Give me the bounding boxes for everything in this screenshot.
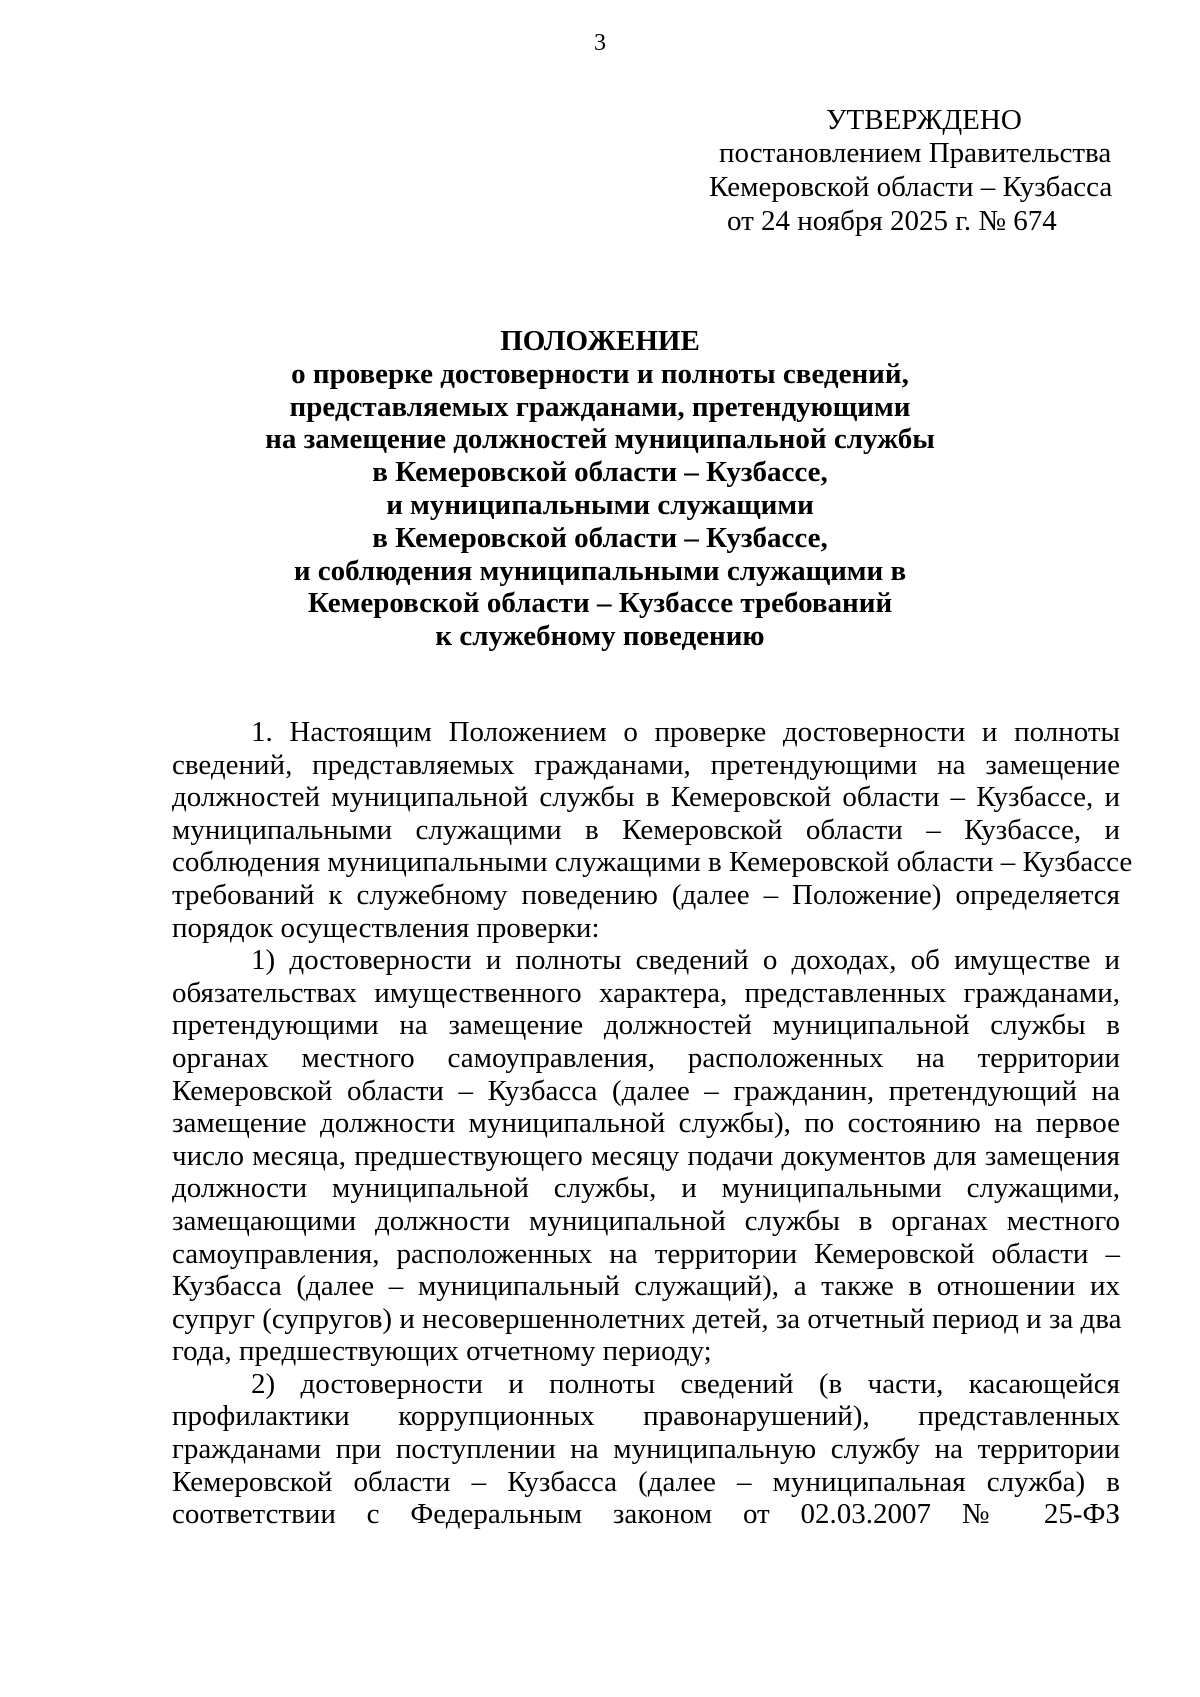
item-1-line: замещающими должности муниципальной службы в органах местного xyxy=(172,1204,1120,1237)
document-title xyxy=(0,325,1200,653)
paragraph-1-line: муниципальными служащими в Кемеровской области – Кузбассе, и xyxy=(172,813,1120,846)
item-1-line: органах местного самоуправления, расположенных на территории xyxy=(172,1041,1120,1074)
item-1-line: Кемеровской области – Кузбасса (далее – гражданин, претендующий на xyxy=(172,1074,1120,1107)
title-line: в Кемеровской области – Кузбассе, xyxy=(372,456,828,489)
paragraph-1-line: должностей муниципальной службы в Кемеровской области – Кузбассе, и xyxy=(172,781,1120,814)
item-1-line: Кузбасса (далее – муниципальный служащий), а также в отношении их xyxy=(172,1270,1120,1303)
title-line: представляемых гражданами, претендующими xyxy=(289,390,911,423)
paragraph-1-line: требований к служебному поведению (далее – Положение) определяется xyxy=(172,878,1120,911)
item-1-line: самоуправления, расположенных на территории Кемеровской области – xyxy=(172,1237,1120,1270)
item-2-line: Кемеровской области – Кузбасса (далее – муниципальная служба) в xyxy=(172,1465,1120,1498)
paragraph-1-line: порядок осуществления проверки: xyxy=(172,911,600,944)
paragraph-1-line: сведений, представляемых гражданами, претендующими на замещение xyxy=(172,748,1120,781)
item-2-line: профилактики коррупционных правонарушений), представленных xyxy=(172,1400,1120,1433)
item-1-line: обязательствах имущественного характера, представленных гражданами, xyxy=(172,976,1120,1009)
item-2-line: гражданами при поступлении на муниципальную службу на территории xyxy=(172,1433,1120,1466)
item-2-line: 2) достоверности и полноты сведений (в части, касающейся xyxy=(251,1367,1120,1400)
page-number: 3 xyxy=(594,30,606,56)
item-2-line: соответствии с Федеральным законом от 02.03.2007 № 25-ФЗ xyxy=(172,1498,1120,1531)
approval-line-1: постановлением Правительства xyxy=(719,137,1112,169)
approval-approved: УТВЕРЖДЕНО xyxy=(826,104,1022,136)
item-1-line: супруг (супругов) и несовершеннолетних детей, за отчетный период и за два xyxy=(172,1302,1122,1335)
document-body xyxy=(172,716,1133,1531)
item-1-line: число месяца, предшествующего месяцу подачи документов для замещения xyxy=(172,1139,1120,1172)
title-line: и соблюдения муниципальными служащими в xyxy=(293,554,907,587)
item-1-line: замещение должности муниципальной службы), по состоянию на первое xyxy=(172,1107,1120,1140)
title-line: на замещение должностей муниципальной службы xyxy=(265,423,935,456)
item-1-line: должности муниципальной службы, и муниципальными служащими, xyxy=(172,1172,1120,1205)
approval-line-3: от 24 ноября 2025 г. № 674 xyxy=(727,205,1057,237)
approval-line-2: Кемеровской области – Кузбасса xyxy=(709,171,1113,203)
item-1-line: года, предшествующих отчетному периоду; xyxy=(172,1335,712,1368)
title-line: Кемеровской области – Кузбассе требований xyxy=(307,587,893,620)
paragraph-1-line: 1. Настоящим Положением о проверке достоверности и полноты xyxy=(251,716,1120,748)
item-1-line: 1) достоверности и полноты сведений о доходах, об имуществе и xyxy=(251,944,1120,977)
title-heading: ПОЛОЖЕНИЕ xyxy=(500,325,700,357)
title-line: о проверке достоверности и полноты сведений, xyxy=(291,357,909,390)
item-1-line: претендующими на замещение должностей муниципальной службы в xyxy=(172,1009,1120,1042)
paragraph-1-line: соблюдения муниципальными служащими в Кемеровской области – Кузбассе xyxy=(172,846,1133,879)
title-line: и муниципальными служащими xyxy=(386,488,814,521)
title-line: к служебному поведению xyxy=(435,620,765,653)
title-line: в Кемеровской области – Кузбассе, xyxy=(372,521,828,554)
